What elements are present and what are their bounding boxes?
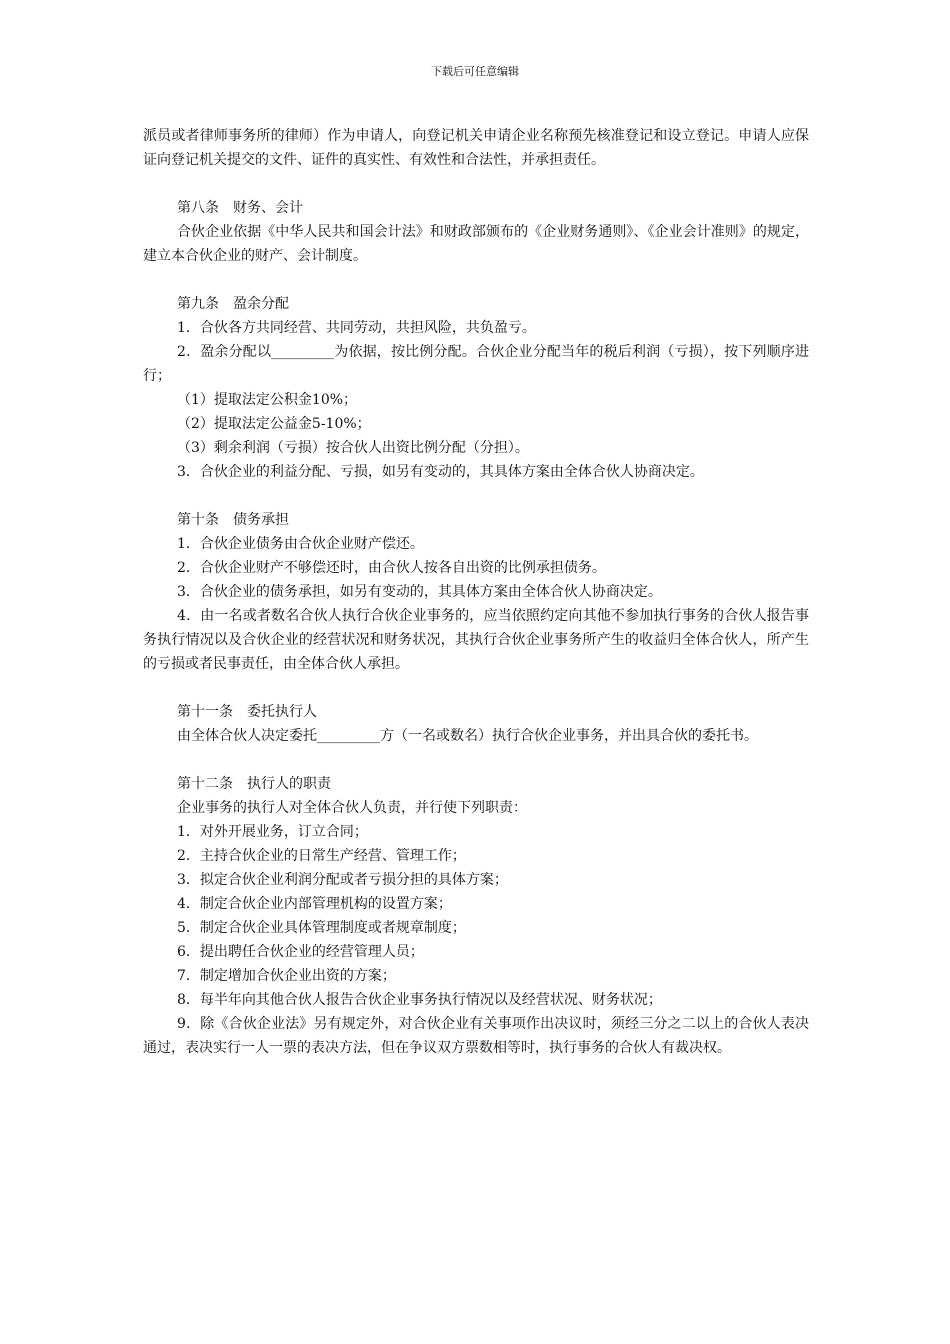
article-12-item-5: 5．制定合伙企业具体管理制度或者规章制度； [177,920,466,936]
article-10-item-3: 3．合伙企业的债务承担，如另有变动的，其具体方案由全体合伙人协商决定。 [177,584,662,600]
article-12-item-1: 1．对外开展业务，订立合同； [177,824,368,840]
article-10-title: 第十条 债务承担 [177,512,289,528]
article-8-title: 第八条 财务、会计 [177,200,303,216]
article-9-sub-1: （1）提取法定公积金10%； [177,392,358,408]
article-11-paragraph: 由全体合伙人决定委托_________方（一名或数名）执行合伙企业事务，并出具合伙的委托书。 [177,728,758,744]
article-8-paragraph: 合伙企业依据《中华人民共和国会计法》和财政部颁布的《企业财务通则》、《企业会计准则》的规定，建立本合伙企业的财产、会计制度。 [143,224,809,264]
article-10-item-4: 4．由一名或者数名合伙人执行合伙企业事务的，应当依照约定向其他不参加执行事务的合伙人报告事务执行情况以及合伙企业的经营状况和财务状况，其执行合伙企业事务所产生的收益归全体合伙人，所产生的亏损或者民事责任，由全体合伙人承担。 [143,608,809,672]
article-11-title: 第十一条 委托执行人 [177,704,317,720]
article-12-item-6: 6．提出聘任合伙企业的经营管理人员； [177,944,424,960]
article-12-item-3: 3．拟定合伙企业利润分配或者亏损分担的具体方案； [177,872,508,888]
article-12-item-9: 9．除《合伙企业法》另有规定外，对合伙企业有关事项作出决议时，须经三分之二以上的合伙人表决通过，表决实行一人一票的表决方法，但在争议双方票数相等时，执行事务的合伙人有裁决权。 [143,1016,809,1056]
article-12-title: 第十二条 执行人的职责 [177,776,331,792]
article-9-sub-2: （2）提取法定公益金5-10%； [177,416,371,432]
article-12-item-2: 2．主持合伙企业的日常生产经营、管理工作； [177,848,466,864]
page-header: 下载后可任意编辑 [431,65,519,78]
article-12-paragraph: 企业事务的执行人对全体合伙人负责，并行使下列职责： [177,800,527,816]
article-12-item-8: 8．每半年向其他合伙人报告合伙企业事务执行情况以及经营状况、财务状况； [177,992,662,1008]
article-9-sub-3: （3）剩余利润（亏损）按合伙人出资比例分配（分担）。 [177,440,529,456]
document-body [143,124,809,1060]
article-12-item-7: 7．制定增加合伙企业出资的方案； [177,968,396,984]
article-12-item-4: 4．制定合伙企业内部管理机构的设置方案； [177,896,452,912]
article-10-item-2: 2．合伙企业财产不够偿还时，由合伙人按各自出资的比例承担债务。 [177,560,606,576]
article-9-item-1: 1．合伙各方共同经营、共同劳动，共担风险，共负盈亏。 [177,320,536,336]
article-9-item-3: 3．合伙企业的利益分配、亏损，如另有变动的，其具体方案由全体合伙人协商决定。 [177,464,704,480]
article-9-title: 第九条 盈余分配 [177,296,289,312]
article-9-item-2: 2．盈余分配以_________为依据，按比例分配。合伙企业分配当年的税后利润（亏损），按下列顺序进行； [143,344,809,384]
article-10-item-1: 1．合伙企业债务由合伙企业财产偿还。 [177,536,424,552]
intro-paragraph: 派员或者律师事务所的律师）作为申请人，向登记机关申请企业名称预先核准登记和设立登记。申请人应保证向登记机关提交的文件、证件的真实性、有效性和合法性，并承担责任。 [143,128,809,168]
